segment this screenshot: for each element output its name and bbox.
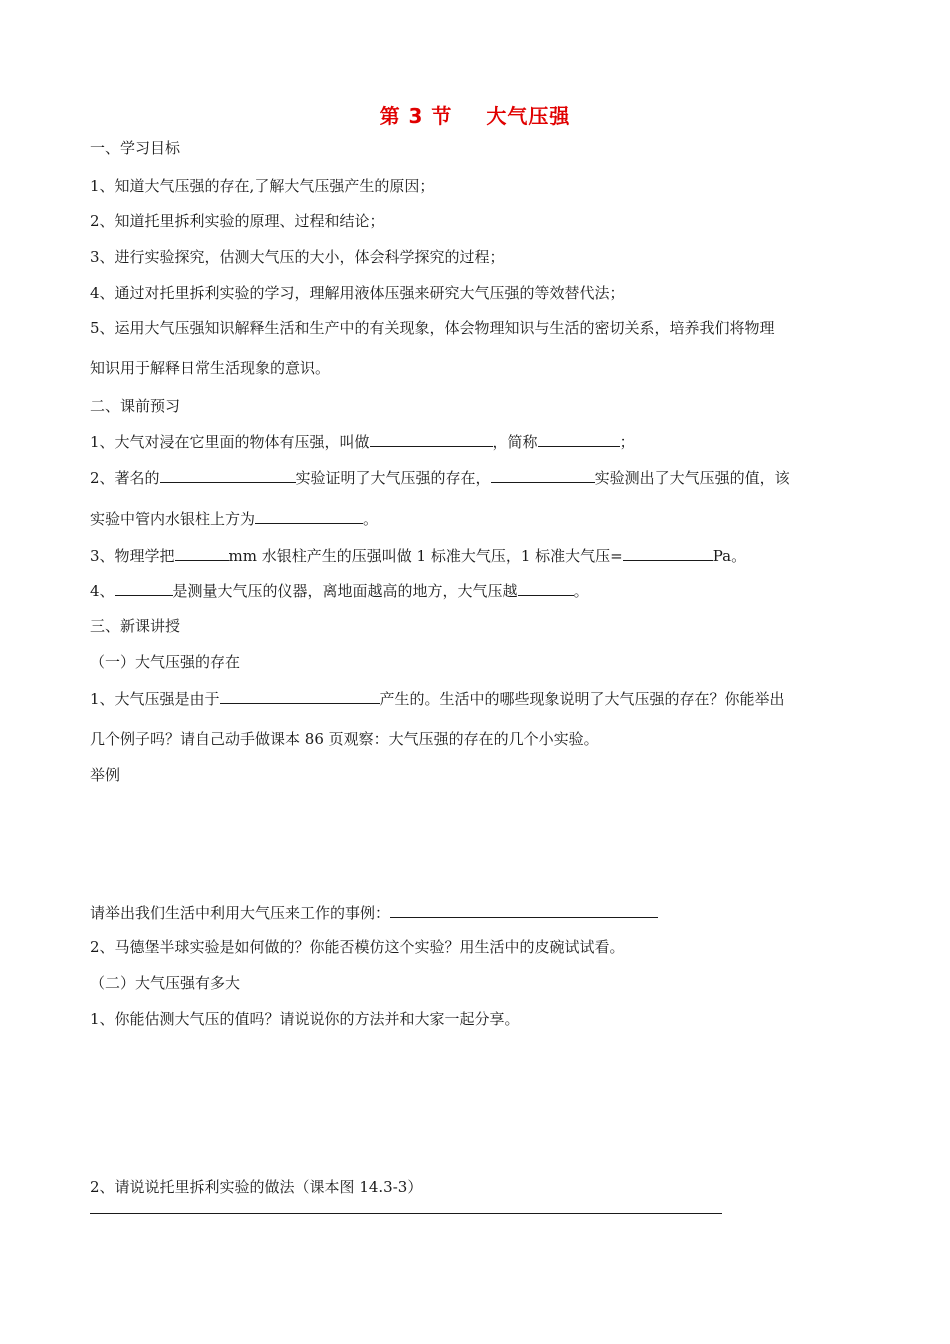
blank-input[interactable]	[115, 580, 173, 596]
preview-q3: 3、物理学把 mm 水银柱产生的压强叫做 1 标准大气压，1 标准大气压= Pa。	[90, 547, 747, 565]
blank-input[interactable]	[538, 431, 620, 447]
lesson-q1-cont: 几个例子吗？请自己动手做课本 86 页观察：大气压强的存在的几个小实验。	[90, 730, 599, 748]
section-number: 第 3 节	[379, 104, 453, 128]
blank-input[interactable]	[175, 545, 229, 561]
blank-input[interactable]	[491, 467, 595, 483]
objective-1: 1、知道大气压强的存在,了解大气压强产生的原因；	[90, 177, 435, 195]
objective-4: 4、通过对托里拆利实验的学习，理解用液体压强来研究大气压强的等效替代法；	[90, 284, 625, 302]
objective-3: 3、进行实验探究，估测大气压的大小，体会科学探究的过程；	[90, 248, 505, 266]
lesson-q2: 2、马德堡半球实验是如何做的？你能否模仿这个实验？用生活中的皮碗试试看。	[90, 938, 625, 956]
magnitude-q1: 1、你能估测大气压的值吗？请说说你的方法并和大家一起分享。	[90, 1010, 520, 1028]
example-label: 举例	[90, 766, 121, 784]
objective-5b: 知识用于解释日常生活现象的意识。	[90, 359, 331, 377]
subheading-existence: （一）大气压强的存在	[90, 653, 241, 671]
preview-q1: 1、大气对浸在它里面的物体有压强，叫做 ，简称 ；	[90, 433, 635, 451]
magnitude-q2: 2、请说说托里拆利实验的做法（课本图 14.3-3）	[90, 1178, 423, 1196]
lesson-examples: 请举出我们生活中利用大气压来工作的事例：	[90, 902, 658, 923]
answer-line[interactable]	[90, 1212, 722, 1214]
page-title	[0, 100, 950, 129]
blank-input[interactable]	[370, 431, 493, 447]
section-title: 大气压强	[486, 104, 571, 128]
blank-input[interactable]	[518, 580, 574, 596]
subheading-magnitude: （二）大气压强有多大	[90, 974, 241, 992]
blank-input[interactable]	[220, 688, 380, 704]
blank-input[interactable]	[160, 467, 296, 483]
lesson-q1: 1、大气压强是由于 产生的。生活中的哪些现象说明了大气压强的存在？你能举出	[90, 690, 785, 708]
heading-objectives: 一、学习目标	[90, 139, 181, 157]
preview-q2: 2、著名的 实验证明了大气压强的存在， 实验测出了大气压强的值，该	[90, 469, 790, 487]
heading-new-lesson: 三、新课讲授	[90, 617, 181, 635]
preview-q2-cont: 实验中管内水银柱上方为 。	[90, 510, 379, 528]
preview-q4: 4、 是测量大气压的仪器，离地面越高的地方，大气压越 。	[90, 582, 589, 600]
objective-2: 2、知道托里拆利实验的原理、过程和结论；	[90, 212, 385, 230]
heading-preview: 二、课前预习	[90, 397, 181, 415]
blank-input[interactable]	[255, 508, 363, 524]
blank-input[interactable]	[623, 545, 713, 561]
objective-5a: 5、运用大气压强知识解释生活和生产中的有关现象，体会物理知识与生活的密切关系，培养我们将物理	[90, 319, 775, 337]
blank-input[interactable]	[390, 902, 658, 918]
